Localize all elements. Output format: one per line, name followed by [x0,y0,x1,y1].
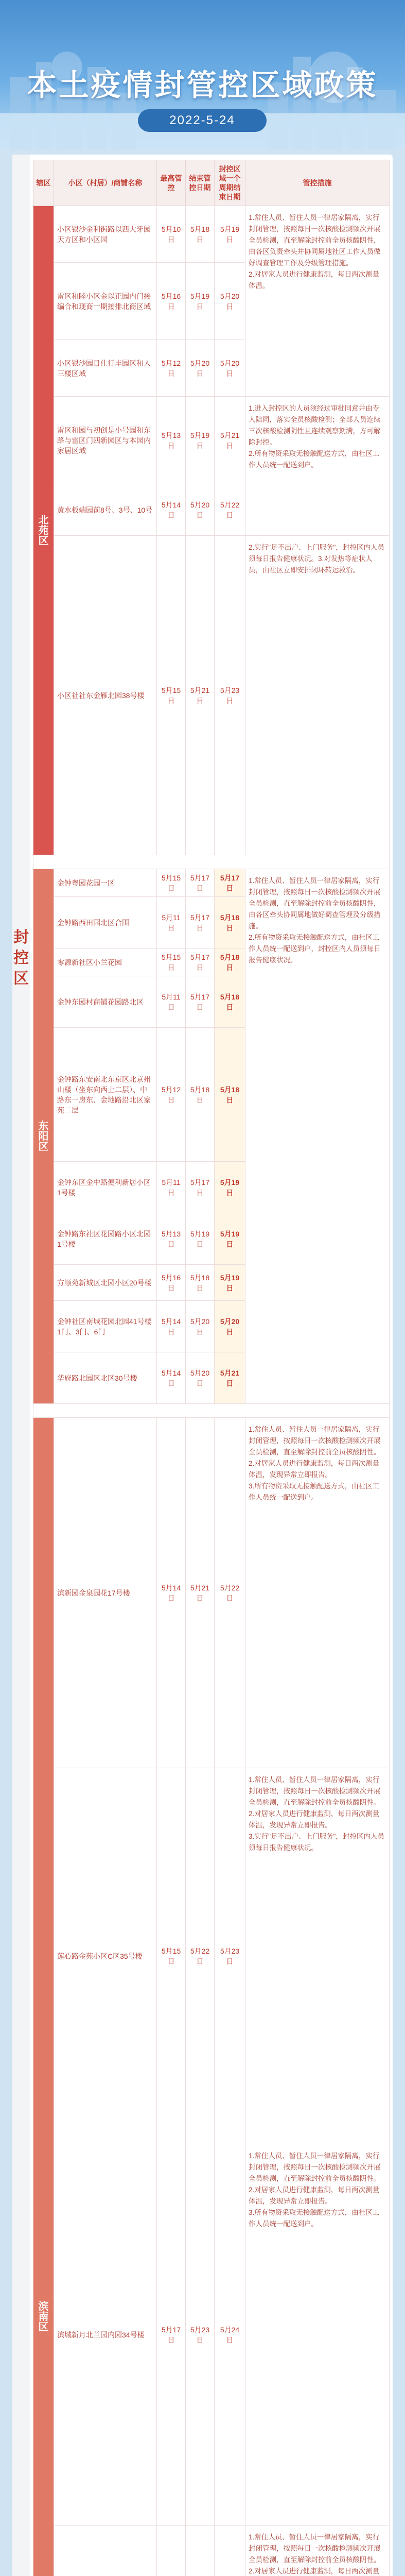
location-cell: 雷区和睦小区金以正园内门接编合和现商一期接排北商区域 [54,263,157,340]
start-date-cell: 5月14日 [157,1418,186,1768]
requirements-cell: 1.常住人员、暂住人员一律居家隔离，实行封闭管理，按照每日一次核酸检测频次开展全员检测，直至解除封控前全员核酸阴性，由各区牵头协同属地做好调查管理及分级措施。 2.所有物资采取无接触配送方式，由社区工作人员统一配送到户，封控区内人员须每日报告健康状况。 [245,869,390,1404]
end-date-cell [186,2526,215,2576]
table-row [33,869,390,897]
start-date-cell: 5月10日 [157,206,186,263]
requirements-cell: 1.进入封控区的人员须经过审批同意并由专人陪同，落实全员核酸检测；全部人员连续三次核酸检测阴性且连续观察期满，方可解除封控。 2.所有物资采取无接触配送方式，由社区工作人员统一配送到户。 [245,397,390,536]
cycle-date-cell: 5月21日 [215,397,245,484]
start-date-cell: 5月15日 [157,869,186,897]
cycle-date-cell [215,2526,245,2576]
table-row [33,206,390,263]
section-divider [33,1404,390,1418]
table-row [33,397,390,484]
location-cell: 金钟社区南城花园北园41号楼1门、3门、6门 [54,1301,157,1352]
start-date-cell: 5月11日 [157,1162,186,1213]
start-date-cell: 5月13日 [157,397,186,484]
section-beiyuan [33,206,390,855]
location-cell: 雷区和园与初创是小号园和东路与雷区门四新园区与本园内家居区域 [54,397,157,484]
start-date-cell: 5月15日 [157,536,186,855]
col-requirements: 管控措施 [245,160,390,206]
requirements-cell: 1.常住人员、暂住人员一律居家隔离，实行封闭管理，按照每日一次核酸检测频次开展全员检测，直至解除封控前全员核酸阴性。 2.对居家人员进行健康监测，每日两次测量体温，发现异常立即报告。 3.所有物资采取无接触配送方式，由社区工作人员统一配送到户。 [245,2144,390,2526]
location-cell: 金钟东区金中路便利新居小区1号楼 [54,1162,157,1213]
location-cell: 金钟东园村商铺花园路北区 [54,976,157,1028]
start-date-cell: 5月16日 [157,1265,186,1301]
end-date-cell: 5月23日 [186,2144,215,2526]
location-cell: 华府路北园区北区30号楼 [54,1352,157,1404]
cycle-date-cell: 5月19日 [215,1265,245,1301]
section-divider [33,855,390,869]
start-date-cell: 5月14日 [157,1301,186,1352]
cycle-date-cell: 5月17日 [215,869,245,897]
cycle-date-cell: 5月24日 [215,2144,245,2526]
location-cell: 小区社社东金雁北园38号楼 [54,536,157,855]
end-date-cell: 5月17日 [186,897,215,948]
table-row [33,2526,390,2576]
district-cell: 东 阳 区 [33,869,54,1404]
district-cell: 北 苑 区 [33,206,54,855]
cycle-date-cell: 5月18日 [215,1028,245,1162]
location-cell: 莲心路金苑小区C区35号楼 [54,1768,157,2144]
end-date-cell: 5月20日 [186,1301,215,1352]
end-date-cell: 5月19日 [186,397,215,484]
end-date-cell: 5月20日 [186,340,215,397]
district-cell: 滨 南 区 [33,1418,54,2576]
start-date-cell: 5月17日 [157,2144,186,2526]
cycle-date-cell: 5月19日 [215,206,245,263]
page-title: 本土疫情封管控区域政策 [27,69,378,102]
end-date-cell: 5月20日 [186,484,215,536]
header-banner [0,0,405,149]
start-date-cell [157,2526,186,2576]
table-header-row [33,160,390,206]
cycle-date-cell: 5月18日 [215,976,245,1028]
cycle-date-cell: 5月23日 [215,1768,245,2144]
cycle-date-cell: 5月22日 [215,484,245,536]
end-date-cell: 5月21日 [186,536,215,855]
location-cell [54,2526,157,2576]
start-date-cell: 5月12日 [157,340,186,397]
start-date-cell: 5月15日 [157,948,186,976]
location-cell: 零源新社区小兰花园 [54,948,157,976]
location-cell: 金钟粤园花园一区 [54,869,157,897]
location-cell: 金钟路西田园北区合围 [54,897,157,948]
cycle-date-cell: 5月21日 [215,1352,245,1404]
requirements-cell: 2.实行"足不出户、上门服务"，封控区内人员须每日报告健康状况。3.对发热等症状人员，由社区立即安排闭环转运救治。 [245,536,390,855]
col-end: 结束管控日期 [186,160,215,206]
location-cell: 滨城新月北兰园内园34号楼 [54,2144,157,2526]
end-date-cell: 5月17日 [186,976,215,1028]
col-start: 最高管控 [157,160,186,206]
cycle-date-cell: 5月22日 [215,1418,245,1768]
cycle-date-cell: 5月20日 [215,263,245,340]
end-date-cell: 5月19日 [186,1213,215,1265]
cycle-date-cell: 5月18日 [215,948,245,976]
end-date-cell: 5月18日 [186,1265,215,1301]
start-date-cell: 5月11日 [157,976,186,1028]
start-date-cell: 5月13日 [157,1213,186,1265]
requirements-cell: 1.常住人员、暂住人员一律居家隔离，实行封闭管理，按照每日一次核酸检测频次开展全员检测，直至解除封控前全员核酸阴性。 2.对居家人员进行健康监测，每日两次测量体温，发现异常立即报告。 3.实行"足不出户、上门服务"，封控区内人员须每日报告健康状况。 [245,1768,390,2144]
location-cell: 金钟路东安南北东京区北京州山楼（坐东向西上二层）、中路东一房东、金地路沿北区家苑二层 [54,1028,157,1162]
end-date-cell: 5月22日 [186,1768,215,2144]
policy-table [33,160,390,2576]
col-location: 小区（村居）/商铺名称 [54,160,157,206]
date-badge: 2022-5-24 [138,109,267,132]
policy-table-panel [12,155,393,2576]
col-cycle: 封控区域一个周期结束日期 [215,160,245,206]
end-date-cell: 5月17日 [186,948,215,976]
start-date-cell: 5月15日 [157,1768,186,2144]
cycle-date-cell: 5月19日 [215,1162,245,1213]
end-date-cell: 5月20日 [186,1352,215,1404]
end-date-cell: 5月18日 [186,206,215,263]
start-date-cell: 5月14日 [157,1352,186,1404]
end-date-cell: 5月21日 [186,1418,215,1768]
location-cell: 小区银沙园日仕行丰园区和人三楼区域 [54,340,157,397]
zone-type-text: 封 控 区 [13,929,29,987]
table-row [33,2144,390,2526]
col-district: 辖区 [33,160,54,206]
table-row [33,1418,390,1768]
location-cell: 滨新园金泉园花17号楼 [54,1418,157,1768]
end-date-cell: 5月19日 [186,263,215,340]
zone-type-label [12,155,30,2576]
start-date-cell: 5月12日 [157,1028,186,1162]
location-cell: 小区银沙金利街路以西大牙园天方区和小区园 [54,206,157,263]
start-date-cell: 5月16日 [157,263,186,340]
cycle-date-cell: 5月18日 [215,897,245,948]
table-row [33,1768,390,2144]
requirements-cell: 1.常住人员、暂住人员一律居家隔离，实行封闭管理，按照每日一次核酸检测频次开展全员检测，直至解除封控前全员核酸阴性。 2.对居家人员进行健康监测，每日两次测量 [245,2526,390,2576]
cycle-date-cell: 5月23日 [215,536,245,855]
end-date-cell: 5月18日 [186,1028,215,1162]
start-date-cell: 5月11日 [157,897,186,948]
section-dongyang [33,869,390,1404]
cycle-date-cell: 5月19日 [215,1213,245,1265]
section-binnan [33,1418,390,2576]
requirements-cell: 1.常住人员、暂住人员一律居家隔离，实行封闭管理，按照每日一次核酸检测频次开展全员检测，直至解除封控前全员核酸阴性。 2.对居家人员进行健康监测，每日两次测量体温，发现异常立即报告。 3.所有物资采取无接触配送方式，由社区工作人员统一配送到户。 [245,1418,390,1768]
end-date-cell: 5月17日 [186,1162,215,1213]
location-cell: 黄水板端园前8号、3号、10号 [54,484,157,536]
location-cell: 金钟路东社区花园路小区北园1号楼 [54,1213,157,1265]
cycle-date-cell: 5月20日 [215,1301,245,1352]
table-row [33,536,390,855]
end-date-cell: 5月17日 [186,869,215,897]
cycle-date-cell: 5月20日 [215,340,245,397]
location-cell: 方顺苑新城区北园小区20号楼 [54,1265,157,1301]
start-date-cell: 5月14日 [157,484,186,536]
requirements-cell: 1.常住人员、暂住人员一律居家隔离，实行封闭管理，按照每日一次核酸检测频次开展全员检测，直至解除封控前全员核酸阴性，由各区负责牵头并协同属地社区工作人员做好调查管理工作及分级管理措施。 2.对居家人员进行健康监测，每日两次测量体温。 [245,206,390,397]
